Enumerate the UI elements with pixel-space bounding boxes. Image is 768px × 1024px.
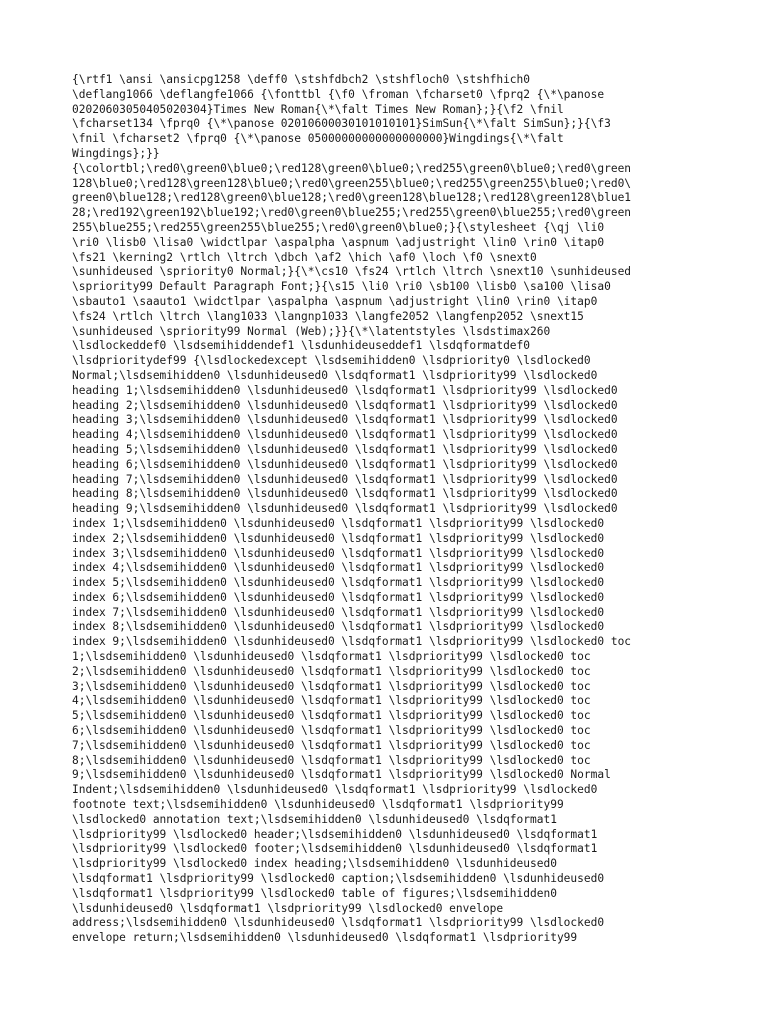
text-line: address;\lsdsemihidden0 \lsdunhideused0 \lsdqformat1 \lsdpriority99 \lsdlocked0 [72,916,605,930]
text-line: Wingdings};}} [72,146,160,160]
text-line: \lsdpriority99 \lsdlocked0 footer;\lsdsemihidden0 \lsdunhideused0 \lsdqformat1 [72,842,598,856]
text-line: {\colortbl;\red0\green0\blue0;\red128\green0\blue0;\red255\green0\blue0;\red0\green [72,161,632,175]
text-line: 5;\lsdsemihidden0 \lsdunhideused0 \lsdqformat1 \lsdpriority99 \lsdlocked0 toc [72,709,591,723]
text-line: 8;\lsdsemihidden0 \lsdunhideused0 \lsdqformat1 \lsdpriority99 \lsdlocked0 toc [72,753,591,767]
text-line: Normal;\lsdsemihidden0 \lsdunhideused0 \lsdqformat1 \lsdpriority99 \lsdlocked0 [72,368,598,382]
text-line: footnote text;\lsdsemihidden0 \lsdunhideused0 \lsdqformat1 \lsdpriority99 [72,798,564,812]
text-line: \sunhideused \spriority0 Normal;}{\*\cs10 \fs24 \rtlch \ltrch \snext10 \sunhideused [72,265,632,279]
text-line: index 1;\lsdsemihidden0 \lsdunhideused0 \lsdqformat1 \lsdpriority99 \lsdlocked0 [72,516,605,530]
text-line: \lsdprioritydef99 {\lsdlockedexcept \lsdsemihidden0 \lsdpriority0 \lsdlocked0 [72,354,591,368]
text-line: {\rtf1 \ansi \ansicpg1258 \deff0 \stshfdbch2 \stshfloch0 \stshfhich0 [72,73,531,86]
text-line: index 6;\lsdsemihidden0 \lsdunhideused0 \lsdqformat1 \lsdpriority99 \lsdlocked0 [72,590,605,604]
text-line: 7;\lsdsemihidden0 \lsdunhideused0 \lsdqformat1 \lsdpriority99 \lsdlocked0 toc [72,738,591,752]
text-line: \lsdpriority99 \lsdlocked0 index heading;\lsdsemihidden0 \lsdunhideused0 [72,857,557,871]
text-line: \fcharset134 \fprq0 {\*\panose 02010600030101010101}SimSun{\*\falt SimSun};}{\f3 [72,117,611,131]
text-line: 255\blue255;\red255\green255\blue255;\red0\green0\blue0;}{\stylesheet {\qj \li0 [72,220,605,234]
text-line: heading 8;\lsdsemihidden0 \lsdunhideused0 \lsdqformat1 \lsdpriority99 \lsdlocked0 [72,487,618,501]
text-line: heading 5;\lsdsemihidden0 \lsdunhideused0 \lsdqformat1 \lsdpriority99 \lsdlocked0 [72,442,618,456]
text-line: heading 2;\lsdsemihidden0 \lsdunhideused0 \lsdqformat1 \lsdpriority99 \lsdlocked0 [72,398,618,412]
text-line: 128\blue0;\red128\green128\blue0;\red0\green255\blue0;\red255\green255\blue0;\red0\ [72,176,632,190]
text-line: \lsdunhideused0 \lsdqformat1 \lsdpriority99 \lsdlocked0 envelope [72,901,504,915]
text-line: envelope return;\lsdsemihidden0 \lsdunhideused0 \lsdqformat1 \lsdpriority99 [72,931,578,945]
text-line: \fs21 \kerning2 \rtlch \ltrch \dbch \af2 \hich \af0 \loch \f0 \snext0 [72,250,537,264]
text-line: 02020603050405020304}Times New Roman{\*\falt Times New Roman};}{\f2 \fnil [72,102,564,116]
text-line: index 7;\lsdsemihidden0 \lsdunhideused0 \lsdqformat1 \lsdpriority99 \lsdlocked0 [72,605,605,619]
text-line: \lsdlockeddef0 \lsdsemihiddendef1 \lsdunhideuseddef1 \lsdqformatdef0 [72,339,531,353]
text-line: heading 3;\lsdsemihidden0 \lsdunhideused0 \lsdqformat1 \lsdpriority99 \lsdlocked0 [72,413,618,427]
text-line: \fnil \fcharset2 \fprq0 {\*\panose 05000000000000000000}Wingdings{\*\falt [72,132,564,146]
text-line: \ri0 \lisb0 \lisa0 \widctlpar \aspalpha \aspnum \adjustright \lin0 \rin0 \itap0 [72,235,605,249]
text-line: 3;\lsdsemihidden0 \lsdunhideused0 \lsdqformat1 \lsdpriority99 \lsdlocked0 toc [72,679,591,693]
text-line: \lsdqformat1 \lsdpriority99 \lsdlocked0 table of figures;\lsdsemihidden0 [72,886,557,900]
text-line: green0\blue128;\red128\green0\blue128;\red0\green128\blue128;\red128\green128\blue1 [72,191,632,205]
text-line: heading 9;\lsdsemihidden0 \lsdunhideused0 \lsdqformat1 \lsdpriority99 \lsdlocked0 [72,502,618,516]
text-line: 9;\lsdsemihidden0 \lsdunhideused0 \lsdqformat1 \lsdpriority99 \lsdlocked0 Normal [72,768,611,782]
text-line: heading 6;\lsdsemihidden0 \lsdunhideused0 \lsdqformat1 \lsdpriority99 \lsdlocked0 [72,457,618,471]
text-line: \lsdlocked0 annotation text;\lsdsemihidden0 \lsdunhideused0 \lsdqformat1 [72,812,557,826]
text-line: 2;\lsdsemihidden0 \lsdunhideused0 \lsdqformat1 \lsdpriority99 \lsdlocked0 toc [72,664,591,678]
text-line: 4;\lsdsemihidden0 \lsdunhideused0 \lsdqformat1 \lsdpriority99 \lsdlocked0 toc [72,694,591,708]
text-line: \sunhideused \spriority99 Normal (Web);}}{\*\latentstyles \lsdstimax260 [72,324,551,338]
text-line: index 8;\lsdsemihidden0 \lsdunhideused0 \lsdqformat1 \lsdpriority99 \lsdlocked0 [72,620,605,634]
text-line: \lsdqformat1 \lsdpriority99 \lsdlocked0 caption;\lsdsemihidden0 \lsdunhideused0 [72,872,605,886]
text-line: \deflang1066 \deflangfe1066 {\fonttbl {\f0 \froman \fcharset0 \fprq2 {\*\panose [72,87,605,101]
text-line: \sbauto1 \saauto1 \widctlpar \aspalpha \aspnum \adjustright \lin0 \rin0 \itap0 [72,294,598,308]
text-line: 1;\lsdsemihidden0 \lsdunhideused0 \lsdqformat1 \lsdpriority99 \lsdlocked0 toc [72,650,591,664]
rtf-source-text [72,73,712,946]
text-line: \fs24 \rtlch \ltrch \lang1033 \langnp1033 \langfe2052 \langfenp2052 \snext15 [72,309,584,323]
text-line: index 9;\lsdsemihidden0 \lsdunhideused0 \lsdqformat1 \lsdpriority99 \lsdlocked0 toc [72,635,632,649]
text-line: heading 7;\lsdsemihidden0 \lsdunhideused0 \lsdqformat1 \lsdpriority99 \lsdlocked0 [72,472,618,486]
text-line: 28;\red192\green192\blue192;\red0\green0\blue255;\red255\green0\blue255;\red0\green [72,206,632,220]
text-line: index 3;\lsdsemihidden0 \lsdunhideused0 \lsdqformat1 \lsdpriority99 \lsdlocked0 [72,546,605,560]
text-line: \lsdpriority99 \lsdlocked0 header;\lsdsemihidden0 \lsdunhideused0 \lsdqformat1 [72,827,598,841]
text-line: 6;\lsdsemihidden0 \lsdunhideused0 \lsdqformat1 \lsdpriority99 \lsdlocked0 toc [72,724,591,738]
text-line: Indent;\lsdsemihidden0 \lsdunhideused0 \lsdqformat1 \lsdpriority99 \lsdlocked0 [72,783,598,797]
text-line: heading 1;\lsdsemihidden0 \lsdunhideused0 \lsdqformat1 \lsdpriority99 \lsdlocked0 [72,383,618,397]
text-line: index 2;\lsdsemihidden0 \lsdunhideused0 \lsdqformat1 \lsdpriority99 \lsdlocked0 [72,531,605,545]
text-line: \spriority99 Default Paragraph Font;}{\s15 \li0 \ri0 \sb100 \lisb0 \sa100 \lisa0 [72,280,611,294]
text-line: index 4;\lsdsemihidden0 \lsdunhideused0 \lsdqformat1 \lsdpriority99 \lsdlocked0 [72,561,605,575]
text-line: heading 4;\lsdsemihidden0 \lsdunhideused0 \lsdqformat1 \lsdpriority99 \lsdlocked0 [72,428,618,442]
text-line: index 5;\lsdsemihidden0 \lsdunhideused0 \lsdqformat1 \lsdpriority99 \lsdlocked0 [72,576,605,590]
